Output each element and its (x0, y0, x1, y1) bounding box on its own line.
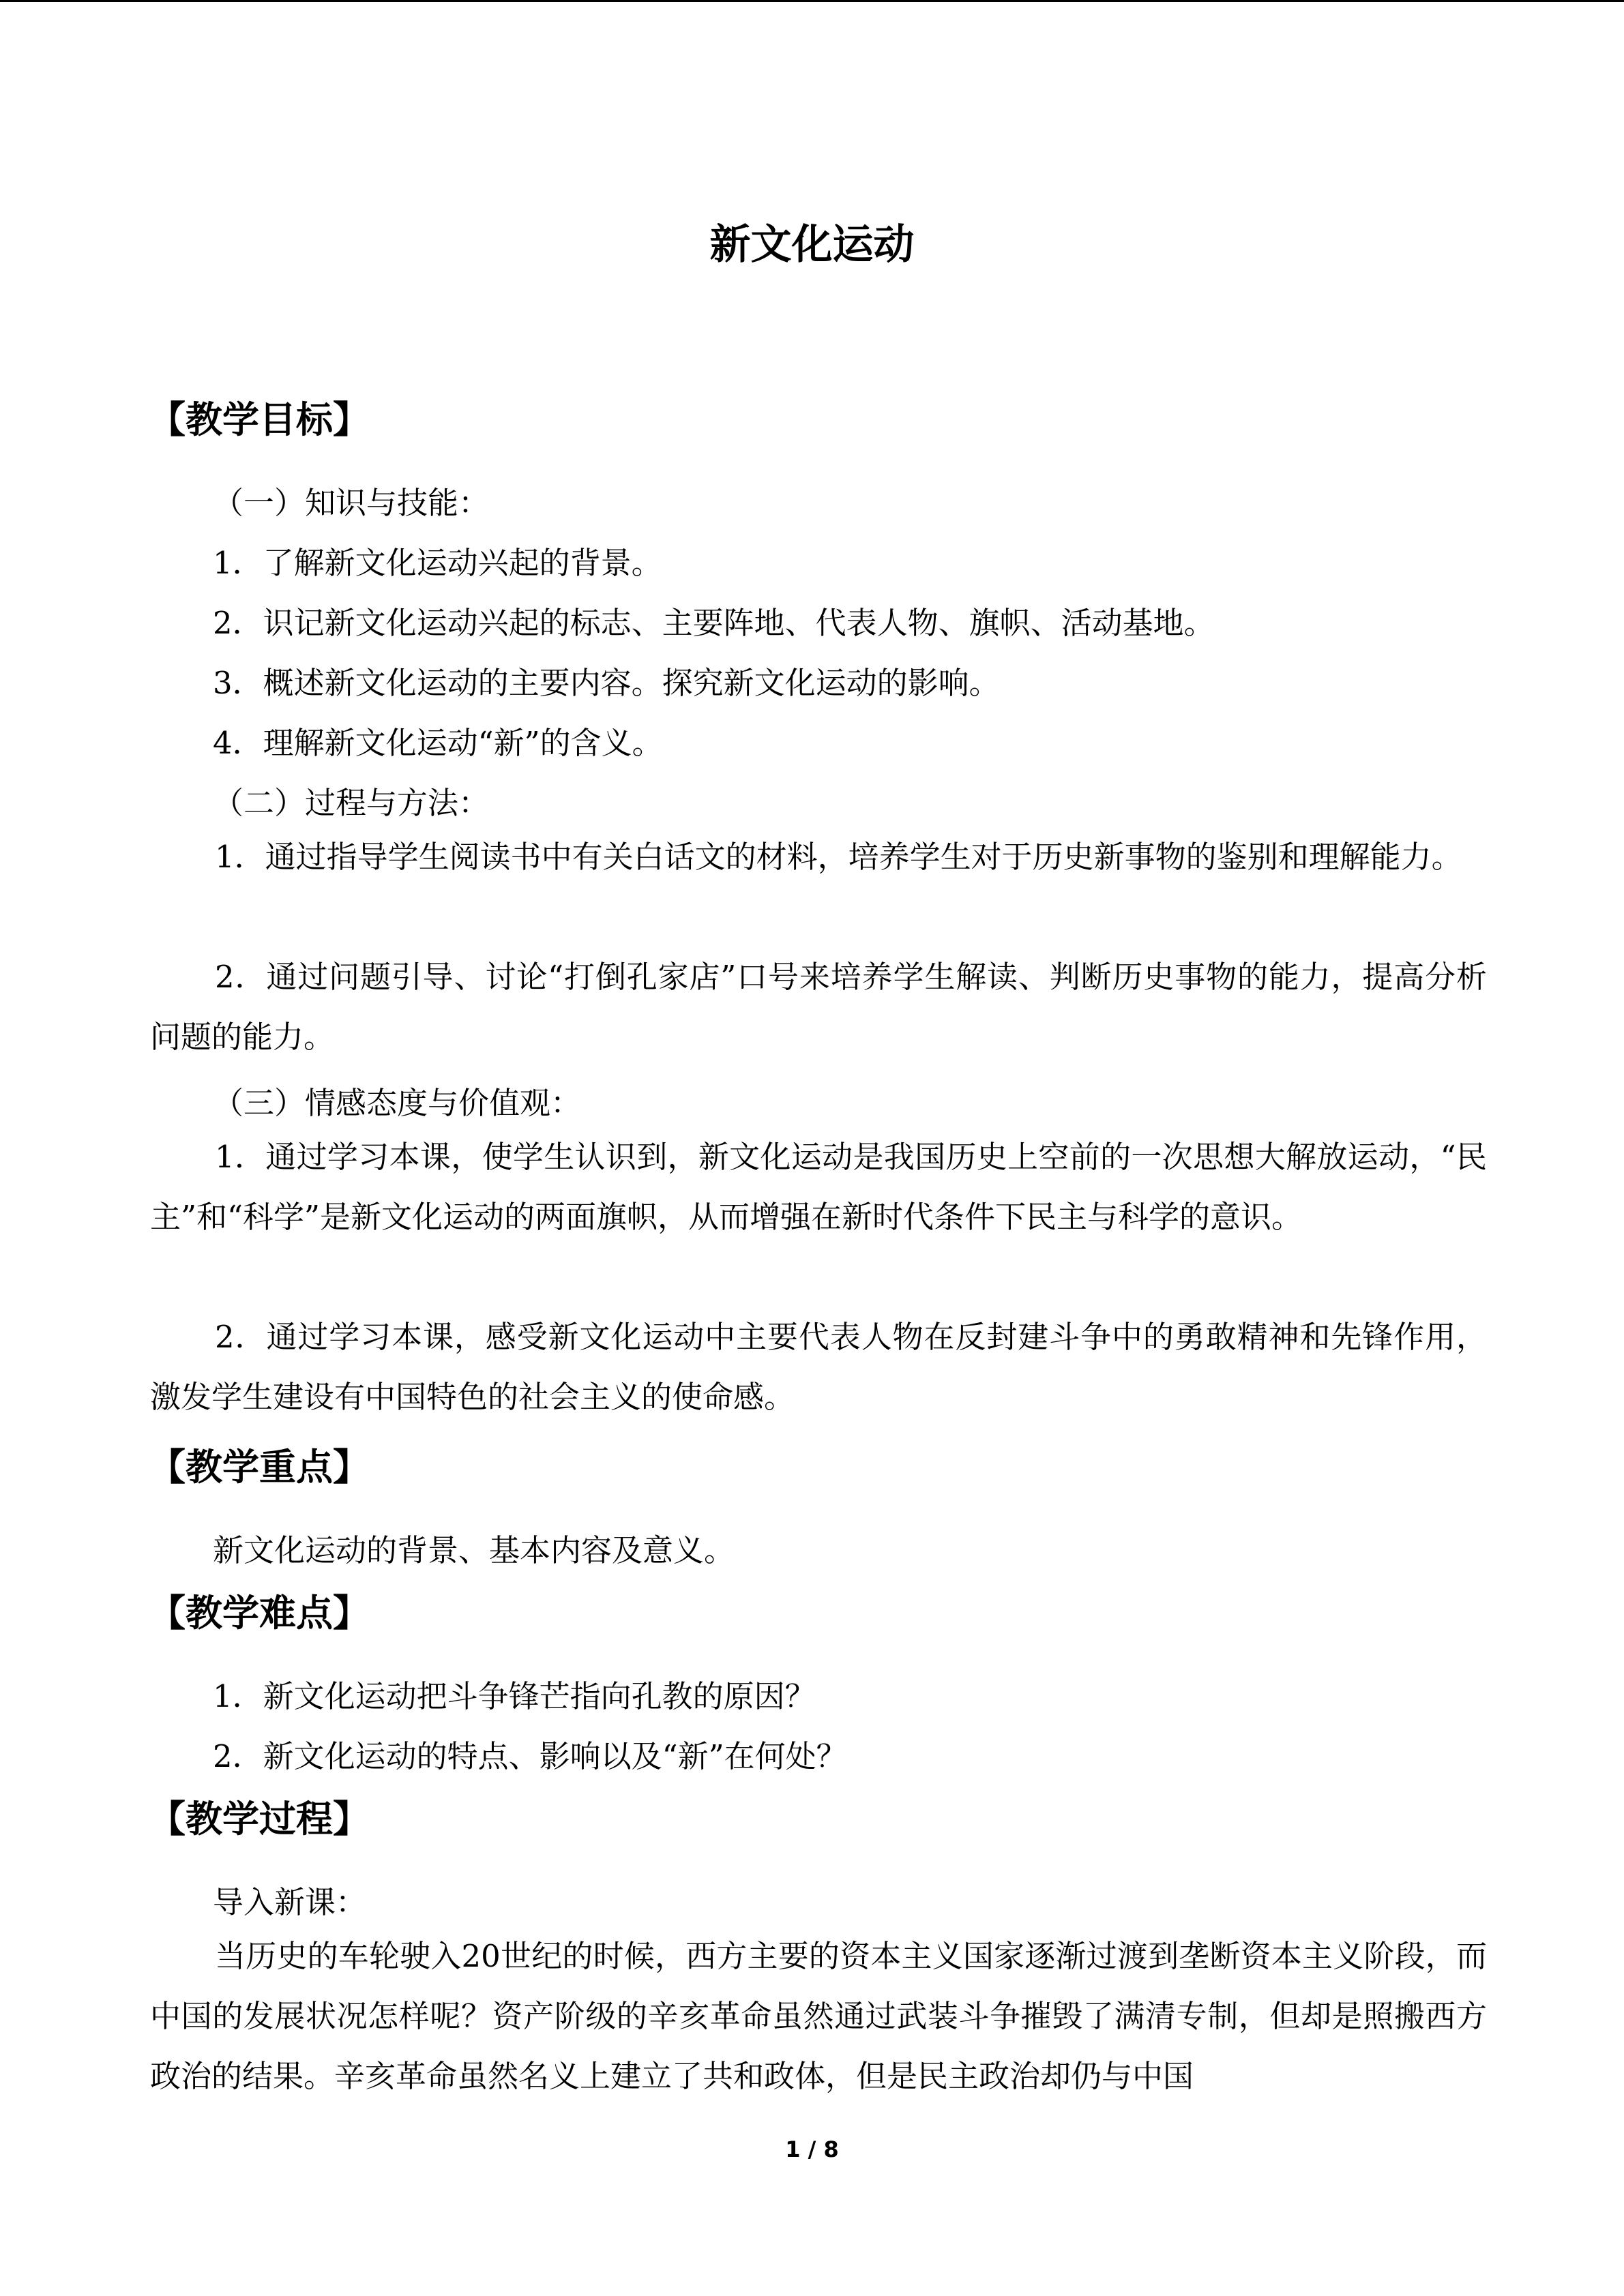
paragraph: 新文化运动的背景、基本内容及意义。 (213, 1532, 735, 1568)
page-indicator: 1 / 8 (785, 2136, 839, 2162)
subheading-knowledge-skills: （一）知识与技能： (213, 485, 490, 521)
subheading-emotion-values: （三）情感态度与价值观： (213, 1085, 582, 1121)
section-heading-difficulties: 【教学难点】 (149, 1592, 370, 1635)
paragraph: 1．通过指导学生阅读书中有关白话文的材料，培养学生对于历史新事物的鉴别和理解能力。 (215, 839, 1462, 875)
section-heading-process: 【教学过程】 (149, 1798, 370, 1840)
paragraph: 2．通过学习本课，感受新文化运动中主要代表人物在反封建斗争中的勇敢精神和先锋作用，激发学生建设有中国特色的社会主义的使命感。 (150, 1319, 1487, 1415)
list-item: 2．新文化运动的特点、影响以及“新”在何处？ (213, 1738, 847, 1774)
paragraph: 2．通过问题引导、讨论“打倒孔家店”口号来培养学生解读、判断历史事物的能力，提高分析问题的能力。 (150, 959, 1487, 1055)
section-heading-key-points: 【教学重点】 (149, 1446, 370, 1489)
list-item: 1．新文化运动把斗争锋芒指向孔教的原因？ (213, 1678, 816, 1714)
list-item: 4．理解新文化运动“新”的含义。 (213, 725, 663, 761)
list-item: 3．概述新文化运动的主要内容。探究新文化运动的影响。 (213, 665, 1000, 701)
subheading-process-method: （二）过程与方法： (213, 785, 490, 821)
list-item: 1．了解新文化运动兴起的背景。 (213, 545, 662, 581)
page-title: 新文化运动 (709, 221, 915, 269)
list-item: 2．识记新文化运动兴起的标志、主要阵地、代表人物、旗帜、活动基地。 (213, 605, 1215, 641)
paragraph: 当历史的车轮驶入20世纪的时候，西方主要的资本主义国家逐渐过渡到垄断资本主义阶段，而中国的发展状况怎样呢？资产阶级的辛亥革命虽然通过武装斗争摧毁了满清专制，但却是照搬西方政治的结果。辛亥革命虽然名义上建立了共和政体，但是民主政治却仍与中国 (150, 1938, 1487, 2094)
paragraph: 1．通过学习本课，使学生认识到，新文化运动是我国历史上空前的一次思想大解放运动，“民主”和“科学”是新文化运动的两面旗帜，从而增强在新时代条件下民主与科学的意识。 (150, 1139, 1487, 1235)
intro-label: 导入新课： (213, 1884, 367, 1920)
section-heading-objectives: 【教学目标】 (149, 398, 370, 441)
